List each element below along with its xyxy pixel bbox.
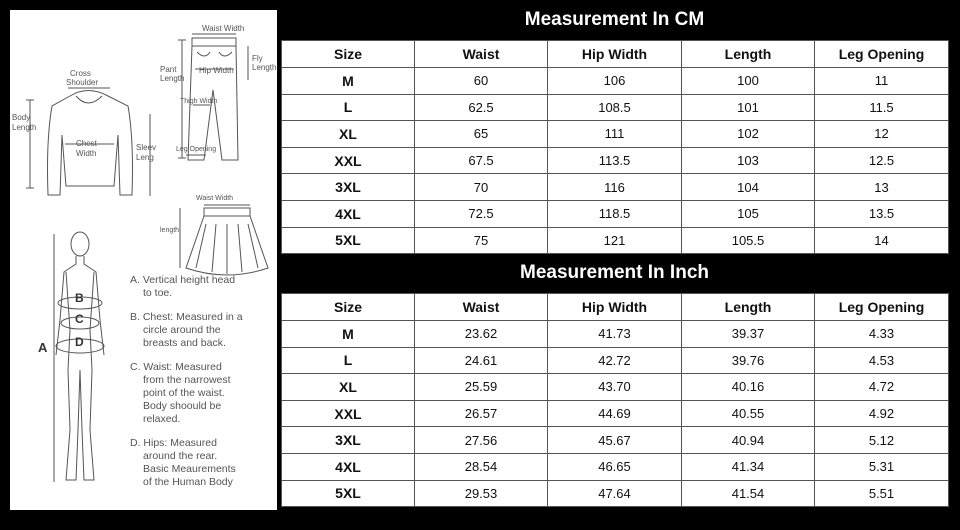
note-a: A. Vertical height head to toe. — [130, 274, 236, 299]
measurement-notes — [130, 274, 275, 500]
cell-waist: 25.59 — [415, 374, 548, 401]
cell-size: 3XL — [282, 174, 415, 201]
label-pant-length-2: Length — [160, 74, 185, 83]
cell-length: 103 — [682, 147, 815, 174]
cm-table-body — [282, 68, 949, 254]
cell-leg-opening: 4.92 — [815, 400, 949, 427]
cell-waist: 70 — [415, 174, 548, 201]
cell-leg-opening: 13.5 — [815, 200, 949, 227]
cell-length: 40.16 — [682, 374, 815, 401]
measurement-diagram-panel — [10, 10, 277, 510]
figure-label-a: A — [38, 340, 48, 355]
cell-hip-width: 44.69 — [548, 400, 682, 427]
skirt-illustration — [180, 205, 268, 275]
cell-size: M — [282, 68, 415, 95]
table-row — [282, 321, 949, 348]
label-waist-width-skirt: Waist Width — [196, 195, 234, 202]
cell-leg-opening: 4.53 — [815, 347, 949, 374]
cell-size: XXL — [282, 147, 415, 174]
cell-hip-width: 108.5 — [548, 94, 682, 121]
cm-header-leg-opening: Leg Opening — [815, 41, 949, 68]
cell-waist: 26.57 — [415, 400, 548, 427]
figure-label-c: C — [75, 312, 84, 326]
table-row — [282, 147, 949, 174]
note-d: D. Hips: Measured around the rear. Basic Meaurements of the Human Body — [130, 437, 236, 488]
cell-hip-width: 43.70 — [548, 374, 682, 401]
label-chest-width-1: Chest — [76, 139, 97, 148]
cm-header-row — [282, 41, 949, 68]
label-waist-width-pants: Waist Width — [202, 24, 245, 33]
table-row — [282, 480, 949, 507]
label-sleeve-length-1: Sleev — [136, 143, 157, 152]
cell-hip-width: 45.67 — [548, 427, 682, 454]
label-fly-length-1: Fly — [252, 54, 263, 63]
cell-leg-opening: 12.5 — [815, 147, 949, 174]
cell-size: L — [282, 94, 415, 121]
cell-waist: 72.5 — [415, 200, 548, 227]
cell-waist: 75 — [415, 227, 548, 254]
cell-leg-opening: 12 — [815, 121, 949, 148]
cell-length: 41.34 — [682, 453, 815, 480]
cell-length: 101 — [682, 94, 815, 121]
cm-size-table — [281, 40, 949, 254]
cell-size: XXL — [282, 400, 415, 427]
inch-size-table — [281, 293, 949, 507]
label-skirt-length: length — [160, 227, 180, 234]
cell-hip-width: 111 — [548, 121, 682, 148]
body-figure-illustration — [54, 232, 104, 482]
cell-hip-width: 116 — [548, 174, 682, 201]
cell-length: 39.76 — [682, 347, 815, 374]
label-thigh-width: Thigh Width — [180, 98, 218, 105]
cell-size: M — [282, 321, 415, 348]
table-row — [282, 200, 949, 227]
cell-waist: 29.53 — [415, 480, 548, 507]
cell-length: 104 — [682, 174, 815, 201]
cell-leg-opening: 13 — [815, 174, 949, 201]
cell-waist: 65 — [415, 121, 548, 148]
cell-leg-opening: 5.31 — [815, 453, 949, 480]
cell-length: 39.37 — [682, 321, 815, 348]
cell-waist: 24.61 — [415, 347, 548, 374]
table-row — [282, 121, 949, 148]
cm-header-length: Length — [682, 41, 815, 68]
figure-label-d: D — [75, 335, 84, 349]
cell-hip-width: 106 — [548, 68, 682, 95]
label-hip-width: Hip Width — [199, 66, 234, 75]
table-row — [282, 400, 949, 427]
cell-size: 5XL — [282, 227, 415, 254]
cell-hip-width: 47.64 — [548, 480, 682, 507]
label-pant-length-1: Pant — [160, 65, 177, 74]
cell-hip-width: 113.5 — [548, 147, 682, 174]
inch-header-size: Size — [282, 294, 415, 321]
cell-leg-opening: 11.5 — [815, 94, 949, 121]
label-cross-shoulder-1: Cross — [70, 69, 91, 78]
cell-length: 41.54 — [682, 480, 815, 507]
label-body-length-2: Length — [12, 123, 37, 132]
cell-leg-opening: 4.72 — [815, 374, 949, 401]
cell-length: 40.55 — [682, 400, 815, 427]
table-row — [282, 347, 949, 374]
cell-hip-width: 41.73 — [548, 321, 682, 348]
inch-table-body — [282, 321, 949, 507]
cell-leg-opening: 5.12 — [815, 427, 949, 454]
cell-leg-opening: 14 — [815, 227, 949, 254]
cell-length: 100 — [682, 68, 815, 95]
label-sleeve-length-2: Leng — [136, 153, 154, 162]
cell-waist: 62.5 — [415, 94, 548, 121]
inch-header-row — [282, 294, 949, 321]
inch-header-leg-opening: Leg Opening — [815, 294, 949, 321]
cell-waist: 28.54 — [415, 453, 548, 480]
table-row — [282, 174, 949, 201]
pants-illustration — [178, 34, 248, 160]
cell-size: 4XL — [282, 200, 415, 227]
cell-leg-opening: 4.33 — [815, 321, 949, 348]
cm-header-waist: Waist — [415, 41, 548, 68]
cell-waist: 60 — [415, 68, 548, 95]
cell-size: 5XL — [282, 480, 415, 507]
cell-length: 105.5 — [682, 227, 815, 254]
inch-table-title: Measurement In Inch — [520, 262, 709, 283]
cell-hip-width: 46.65 — [548, 453, 682, 480]
cell-hip-width: 118.5 — [548, 200, 682, 227]
label-body-length-1: Body — [12, 113, 31, 122]
cell-length: 40.94 — [682, 427, 815, 454]
label-cross-shoulder-2: Shoulder — [66, 78, 99, 87]
label-chest-width-2: Width — [76, 149, 97, 158]
cm-header-hip-width: Hip Width — [548, 41, 682, 68]
note-b: B. Chest: Measured in a circle around the breasts and back. — [130, 311, 243, 349]
figure-label-b: B — [75, 291, 84, 305]
cell-size: XL — [282, 121, 415, 148]
inch-header-waist: Waist — [415, 294, 548, 321]
cell-length: 105 — [682, 200, 815, 227]
cell-hip-width: 42.72 — [548, 347, 682, 374]
label-leg-opening: Leg Opening — [176, 146, 217, 153]
cell-size: 4XL — [282, 453, 415, 480]
table-row — [282, 227, 949, 254]
inch-header-length: Length — [682, 294, 815, 321]
cm-table-title: Measurement In CM — [524, 9, 705, 30]
cell-waist: 23.62 — [415, 321, 548, 348]
table-row — [282, 68, 949, 95]
inch-header-hip-width: Hip Width — [548, 294, 682, 321]
table-row — [282, 374, 949, 401]
cell-waist: 27.56 — [415, 427, 548, 454]
cell-hip-width: 121 — [548, 227, 682, 254]
cell-leg-opening: 11 — [815, 68, 949, 95]
table-row — [282, 94, 949, 121]
cell-size: L — [282, 347, 415, 374]
cell-length: 102 — [682, 121, 815, 148]
note-c: C. Waist: Measured from the narrowest point of the waist. Body shoould be relaxed. — [130, 361, 231, 425]
table-row — [282, 427, 949, 454]
cell-size: 3XL — [282, 427, 415, 454]
cell-size: XL — [282, 374, 415, 401]
cell-waist: 67.5 — [415, 147, 548, 174]
label-fly-length-2: Length — [252, 63, 277, 72]
cm-header-size: Size — [282, 41, 415, 68]
table-row — [282, 453, 949, 480]
cell-leg-opening: 5.51 — [815, 480, 949, 507]
